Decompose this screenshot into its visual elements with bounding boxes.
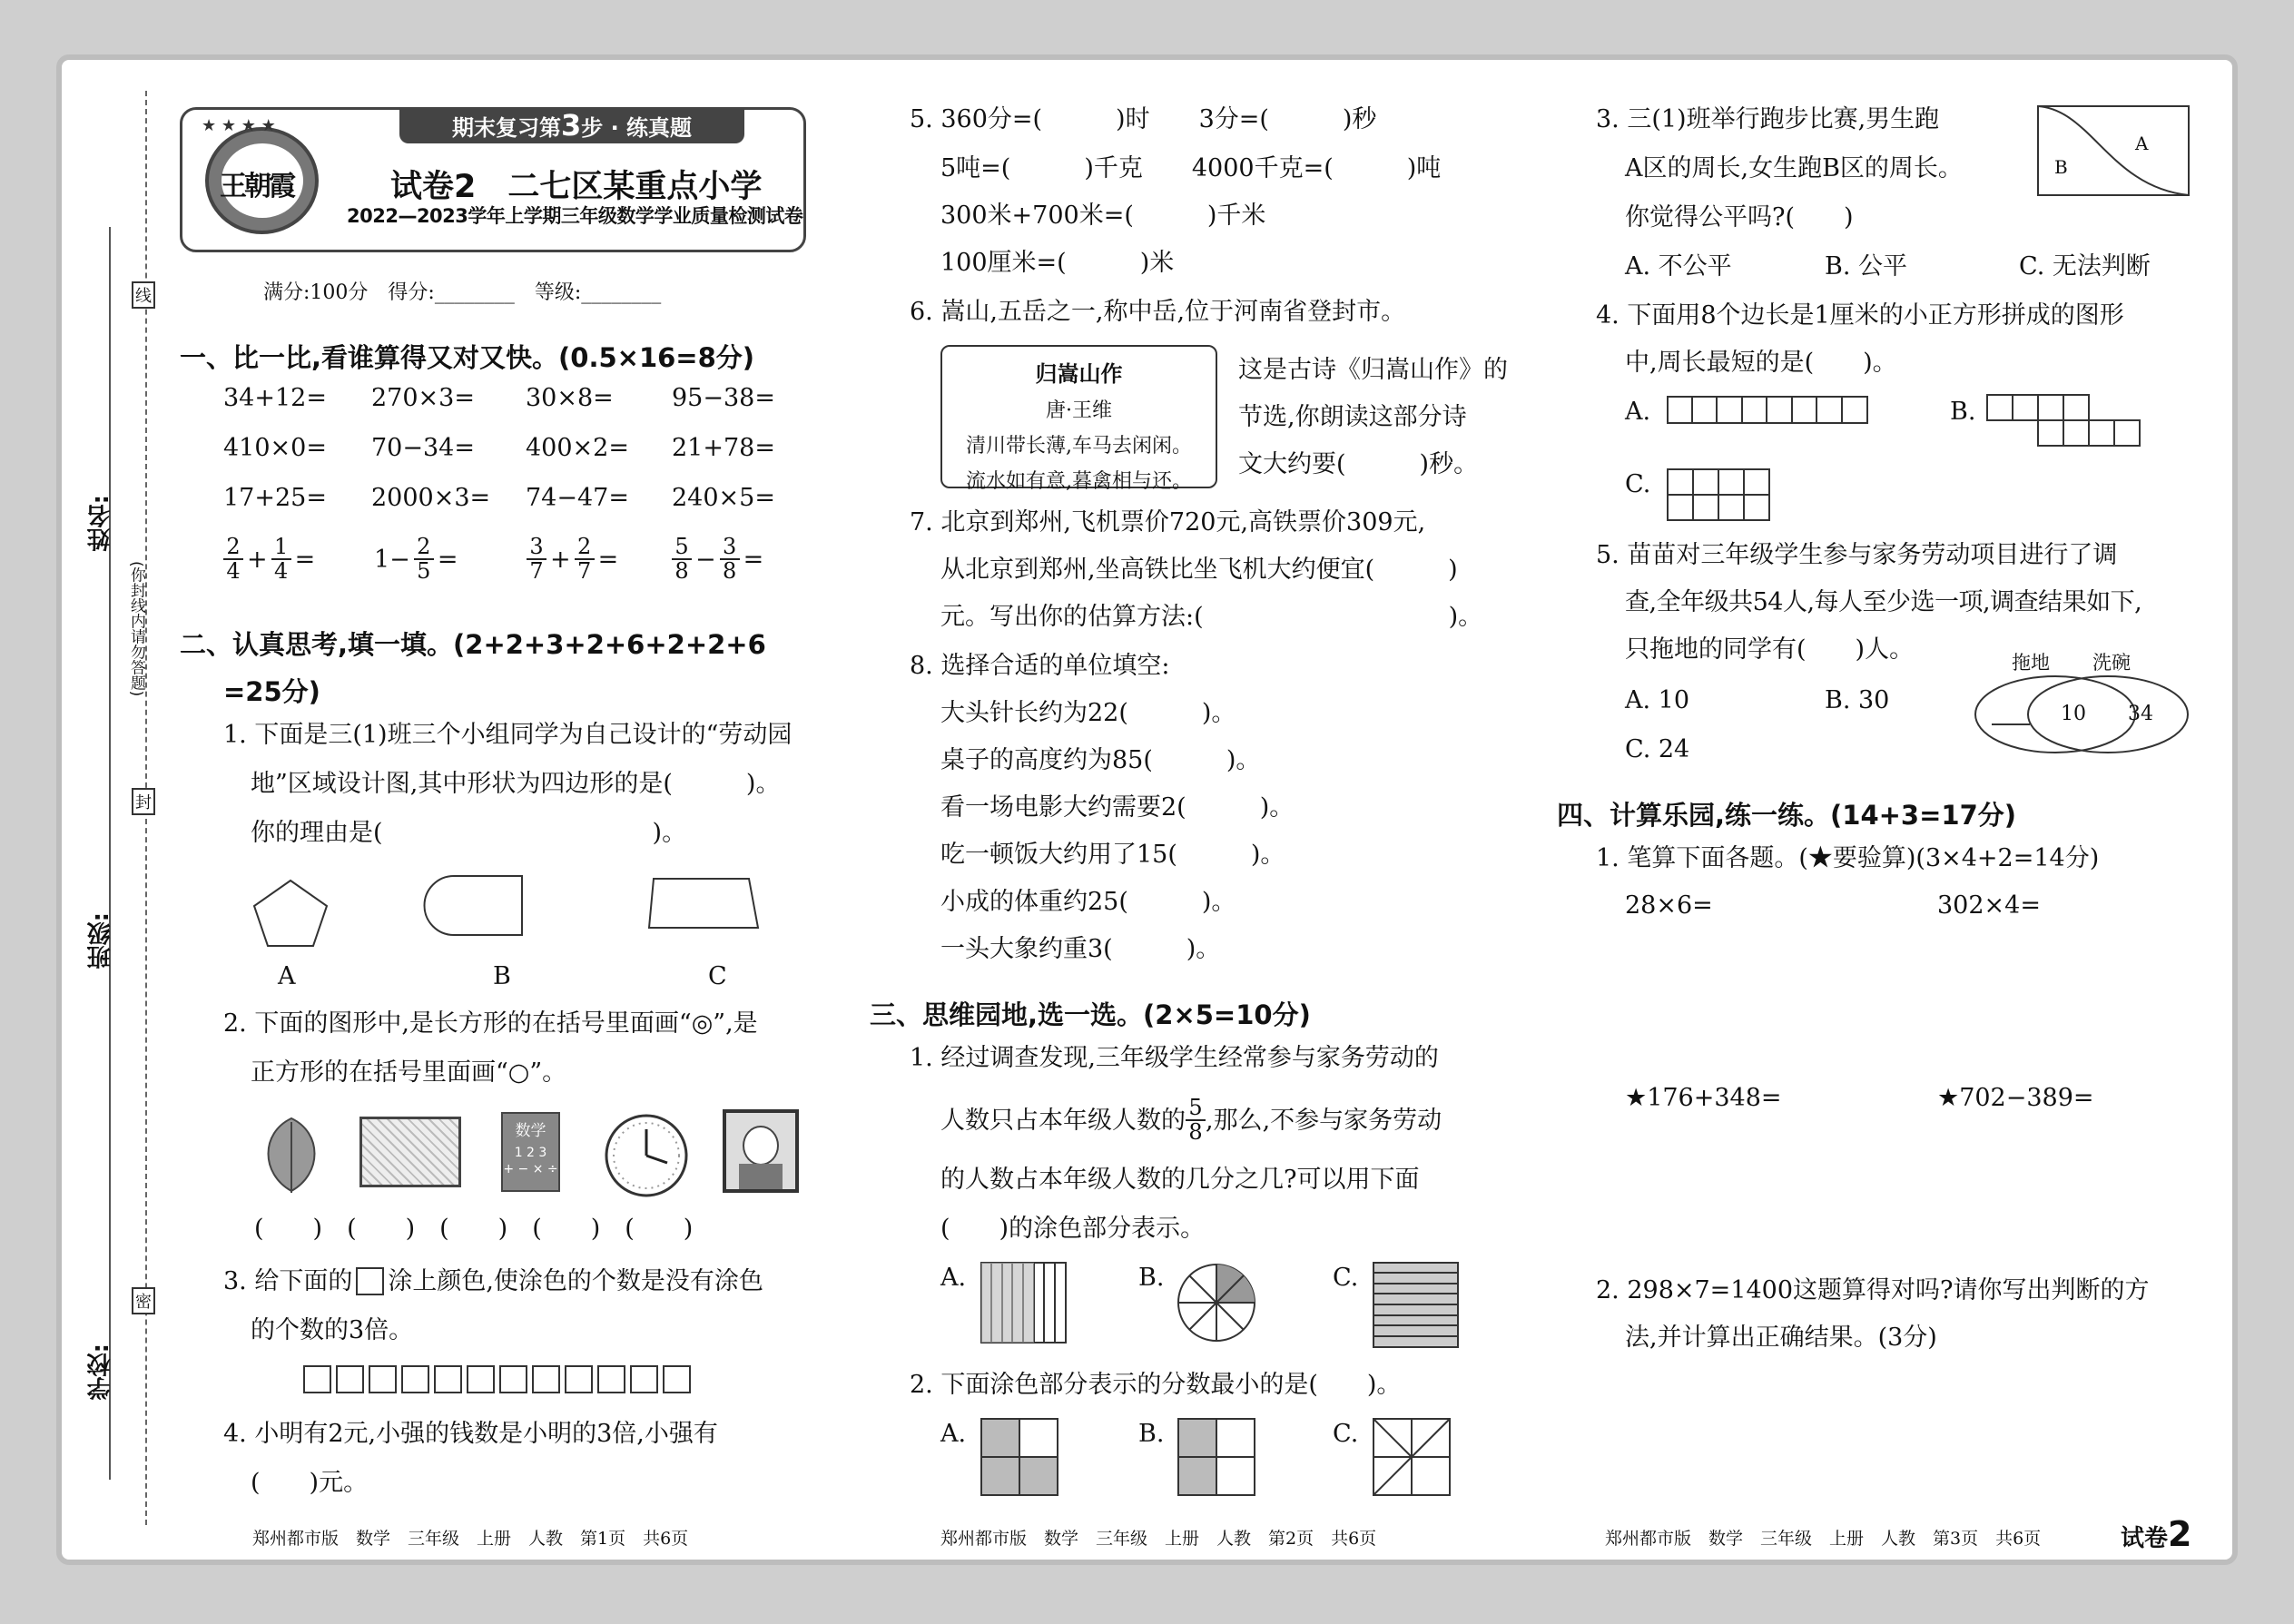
- logo-text: 王朝霞: [220, 171, 293, 202]
- c3-q4-opt-c: C.: [1625, 470, 1651, 498]
- q8-line6: 小成的体重约25( )。: [940, 888, 1236, 916]
- c3-q5-opt-b: B. 30: [1825, 686, 1890, 714]
- s4-q2-line1: 2. 298×7=1400这题算得对吗?请你写出判断的方: [1596, 1276, 2150, 1304]
- calc-28x6: 28×6=: [1625, 891, 1713, 920]
- section4-heading: 四、计算乐园,练一练。(14+3=17分): [1557, 800, 2017, 831]
- section2-heading: 二、认真思考,填一填。(2+2+3+2+6+2+2+6: [180, 629, 766, 660]
- square-box[interactable]: [663, 1365, 691, 1393]
- square-box[interactable]: [434, 1365, 462, 1393]
- q5-line2: 5吨=( )千克 4000千克=( )吨: [940, 154, 1442, 182]
- q8-line5: 吃一顿饭大约用了15( )。: [940, 841, 1285, 869]
- square-box[interactable]: [401, 1365, 429, 1393]
- q2-2-line1: 2. 下面的图形中,是长方形的在括号里面画“◎”,是: [223, 1009, 758, 1038]
- square-box[interactable]: [369, 1365, 397, 1393]
- school-label: 学校:: [87, 1343, 114, 1401]
- q7-line2: 从北京到郑州,坐高铁比坐飞机大约便宜( ): [940, 556, 1458, 584]
- section1-heading: 一、比一比,看谁算得又对又快。(0.5×16=8分): [180, 342, 755, 373]
- c3-q3-opt-a: A. 不公平: [1625, 252, 1732, 281]
- frac-expr-4: $\frac{5}{8}$ − $\frac{3}{8}$ =: [672, 536, 763, 583]
- math-book-picture: [501, 1112, 560, 1192]
- q2-2-line2: 正方形的在括号里面画“○”。: [251, 1058, 567, 1087]
- exam-tag: 试卷2: [2121, 1514, 2192, 1554]
- q8-line4: 看一场电影大约需要2( )。: [940, 793, 1295, 822]
- pie-b: [1176, 1262, 1257, 1343]
- s3-q1-line1: 1. 经过调查发现,三年级学生经常参与家务劳动的: [910, 1044, 1439, 1072]
- q7-line3: 元。写出你的估算方法:( )。: [940, 603, 1483, 631]
- square-box[interactable]: [630, 1365, 658, 1393]
- poem-line2: 流水如有意,暮禽相与还。: [966, 470, 1192, 493]
- calc-302x4: 302×4=: [1937, 891, 2041, 920]
- map-picture: [359, 1117, 461, 1187]
- c3-q4-opt-b: B.: [1950, 398, 1976, 426]
- square-box[interactable]: [532, 1365, 560, 1393]
- blank-square: [356, 1267, 384, 1295]
- q8-line7: 一头大象约重3( )。: [940, 935, 1221, 963]
- q8-line1: 8. 选择合适的单位填空:: [910, 652, 1170, 680]
- name-label: 姓名:: [87, 495, 114, 552]
- c3-q3-line2: A区的周长,女生跑B区的周长。: [1625, 154, 1963, 182]
- venn-right-label: 洗碗: [2092, 652, 2131, 674]
- q2-1-line1: 1. 下面是三(1)班三个小组同学为自己设计的“劳动园: [223, 721, 793, 749]
- shape-label-a: A: [278, 962, 296, 990]
- book-ops: + − × ÷: [503, 1162, 558, 1176]
- poem-title: 归嵩山作: [1035, 361, 1123, 387]
- square-box[interactable]: [336, 1365, 364, 1393]
- s3-opt-c: C.: [1333, 1264, 1359, 1292]
- q2-2-parens: ( ) ( ) ( ) ( ) ( ): [254, 1215, 694, 1243]
- q8-line3: 桌子的高度约为85( )。: [940, 746, 1261, 774]
- calc-702-389: ★702−389=: [1937, 1084, 2094, 1112]
- s3-q1-line4: ( )的涂色部分表示。: [940, 1215, 1206, 1243]
- q6-line2: 这是古诗《归嵩山作》的: [1238, 356, 1508, 384]
- frac-expr-2: 1− $\frac{2}{5}$ =: [374, 534, 458, 585]
- s3-q2-opt-b: B.: [1138, 1420, 1165, 1448]
- class-label: 班级:: [87, 912, 114, 969]
- squares-step-b: [1986, 394, 2142, 450]
- s3-q1-line3: 的人数占本年级人数的几分之几?可以用下面: [940, 1166, 1420, 1194]
- q5-line3: 300米+700米=( )千米: [940, 202, 1266, 230]
- square-box[interactable]: [499, 1365, 527, 1393]
- track-diagram: [2037, 105, 2190, 196]
- portrait-body: [739, 1164, 783, 1189]
- trapezoid-shape: [649, 879, 758, 928]
- squares-row-a: [1667, 396, 1868, 425]
- q2-4-line1: 4. 小明有2元,小强的钱数是小明的3倍,小强有: [223, 1420, 718, 1448]
- q8-line2: 大头针长约为22( )。: [940, 699, 1236, 727]
- q2-3-line2: 的个数的3倍。: [251, 1316, 414, 1344]
- track-label-b: B: [2054, 156, 2068, 178]
- q2-1-line3: 你的理由是( )。: [251, 819, 687, 847]
- lined-rect-c: [1373, 1262, 1459, 1348]
- c3-q5-line1: 5. 苗苗对三年级学生参与家务劳动项目进行了调: [1596, 541, 2118, 569]
- c3-q5-opt-c: C. 24: [1625, 735, 1690, 763]
- q2-4-line2: ( )元。: [251, 1469, 369, 1497]
- q6-line1: 6. 嵩山,五岳之一,称中岳,位于河南省登封市。: [910, 298, 1406, 326]
- frac-expr-1: $\frac{2}{4}$ + $\frac{1}{4}$ =: [223, 536, 315, 583]
- footer-page2: 郑州都市版 数学 三年级 上册 人教 第2页 共6页: [940, 1529, 1377, 1549]
- semicircle-shape: [425, 876, 523, 935]
- shapes-abc: [245, 871, 772, 953]
- q5-line4: 100厘米=( )米: [940, 249, 1175, 277]
- shape-label-b: B: [493, 962, 511, 990]
- c3-q4-opt-a: A.: [1625, 398, 1651, 426]
- c3-q5-line3: 只拖地的同学有( )人。: [1625, 635, 1915, 664]
- fraction-5-8: $\frac{5}{8}$: [1186, 1097, 1206, 1144]
- exam-page: 线 封 密 (你封线内请勿答题) 姓名: 班级: 学校: 王朝霞 ★ ★ ★ ★ 期末复习第3步 · 练真题 试卷2 二七区某重点小学 2022—2023学年上学期三年级数学学业质量检测试卷 满分:100分 得分:________ 等级:________ 一、比一比,看谁算得又对又快。(0.5×16=8分) 34+12= 270×3= 30×8= 95−38= 410×0= 70−34= 400×2= 21+78= 17+25= 2000×3= 74−47= 240×5= $\frac{2}{4}$ + $\frac{1}{4}$ = 1− $\frac{2}{5}$ = $\frac{3}{7}$ + $\frac{2}{7}$ = $\frac{5}{8}$ − $\frac{3}{8}$ = 二、认真思考,填一填。(2+2+3+2+6+2+2+6 =25分) 1. 下面是三(1)班三个小组同学为自己设计的“劳动园 地”区域设计图,其中形状为四边形的是( )。 你的理由是( )。 A B C 2. 下面的图形中,是长方形的在括号里面画“◎”,是 正方形的在括号里面画“○”。 数学 1 2 3 + − × ÷ ( ) ( ) ( ) ( ) ( ) 3. 给下面的 涂上颜色,使涂色的个数是没有涂色 的个数的3倍。 4. 小明有2元,小强的钱数是小明的3倍,小强有 ( )元。 郑州都市版 数学 三年级 上册 人教 第1页 共6页 5. 360分=( )时 3分=( )秒 5吨=( )千克 4000千克=( )吨 300米+700米=( )千米 100厘米=( )米 6. 嵩山,五岳之一,称中岳,位于河南省登封市。 归嵩山作 唐·王维 清川带长薄,车马去闲闲。 流水如有意,暮禽相与还。 这是古诗《归嵩山作》的 节选,你朗读这部分诗 文大约要( )秒。 7. 北京到郑州,飞机票价720元,高铁票价309元, 从北京到郑州,坐高铁比坐飞机大约便宜( ) 元。写出你的估算方法:( )。 8. 选择合适的单位填空: 大头针长约为22( )。 桌子的高度约为85( )。 看一场电影大约需要2( )。 吃一顿饭大约用了15( )。 小成的体重约25( )。 一头大象约重3( )。 三、思维园地,选一选。(2×5=10分) 1. 经过调查发现,三年级学生经常参与家务劳动的 人数只占本年级人数的 $\frac{5}{8}$ ,那么,不参与家务劳动 的人数占本年级人数的几分之几?可以用下面 ( )的涂色部分表示。 A. B. C. 2. 下面涂色部分表示的分数最小的是( )。 A. B. C. 郑州都市版 数学 三年级 上册 人教 第2页 共6页 3. 三(1)班举行跑步比赛,男生跑 A区的周长,女生跑B区的周长。 你觉得公平吗?( ) A B A. 不公平 B. 公平 C. 无法判断 4. 下面用8个边长是1厘米的小正方形拼成的图形 中,周长最短的是( )。 A. B. C. 5. 苗苗对三年级学生参与家务劳动项目进行了调 查,全年级共54人,每人至少选一项,调查结果如下, 只拖地的同学有( )人。 A. 10 B. 30 C. 24 拖地 洗碗 10 34 四、计算乐园,练一练。(14+3=17分) 1. 笔算下面各题。(★要验算)(3×4+2=14分) 28×6= 302×4= ★176+348= ★702−389= 2. 298×7=1400这题算得对吗?请你写出判断的方 法,并计算出正确结果。(3分) 郑州都市版 数学 三年级 上册 人教 第3页 共6页 试卷2: [0, 0, 2294, 1624]
- q5-line1: 5. 360分=( )时 3分=( )秒: [910, 105, 1377, 133]
- grid-square-c: [1373, 1418, 1451, 1496]
- section3-heading: 三、思维园地,选一选。(2×5=10分): [870, 999, 1311, 1030]
- s3-q2-opt-c: C.: [1333, 1420, 1359, 1448]
- footer-page1: 郑州都市版 数学 三年级 上册 人教 第1页 共6页: [252, 1529, 689, 1549]
- c3-q3-line1: 3. 三(1)班举行跑步比赛,男生跑: [1596, 105, 1940, 133]
- c3-q4-line1: 4. 下面用8个边长是1厘米的小正方形拼成的图形: [1596, 301, 2124, 330]
- portrait-face: [743, 1126, 779, 1166]
- c3-q5-line2: 查,全年级共54人,每人至少选一项,调查结果如下,: [1625, 588, 2142, 616]
- s3-opt-a: A.: [940, 1264, 967, 1292]
- clock-picture: [604, 1113, 689, 1198]
- logo-badge: [194, 116, 330, 243]
- venn-left-label: 拖地: [2012, 652, 2050, 674]
- section2-heading-cont: =25分): [223, 676, 320, 707]
- grid-square-b: [1177, 1418, 1255, 1496]
- c3-q3-opt-c: C. 无法判断: [2019, 252, 2151, 281]
- square-box[interactable]: [565, 1365, 593, 1393]
- q6-line3: 节选,你朗读这部分诗: [1238, 403, 1467, 431]
- square-box[interactable]: [597, 1365, 625, 1393]
- calc-176-348: ★176+348=: [1625, 1084, 1782, 1112]
- portrait-picture: [723, 1109, 799, 1193]
- s3-q2-line: 2. 下面涂色部分表示的分数最小的是( )。: [910, 1371, 1402, 1399]
- s4-q1-line: 1. 笔算下面各题。(★要验算)(3×4+2=14分): [1596, 844, 2100, 872]
- s4-q2-line2: 法,并计算出正确结果。(3分): [1625, 1324, 1937, 1352]
- secret-mark: 密: [132, 1287, 155, 1314]
- track-label-a: A: [2135, 133, 2149, 154]
- squares-grid-c: [1667, 468, 1770, 521]
- poem-line1: 清川带长薄,车马去闲闲。: [966, 435, 1192, 458]
- banner: 期末复习第3步 · 练真题: [399, 107, 744, 143]
- c3-q3-line3: 你觉得公平吗?( ): [1625, 203, 1854, 231]
- leaf-picture: [259, 1115, 324, 1195]
- shape-label-c: C: [708, 962, 727, 990]
- s3-q2-opt-a: A.: [940, 1420, 967, 1448]
- exam-title: 试卷2 二七区某重点小学: [390, 169, 763, 205]
- venn-mid-value: 10: [2061, 703, 2086, 725]
- c3-q5-opt-a: A. 10: [1625, 686, 1690, 714]
- s3-q1-line2: 人数只占本年级人数的 $\frac{5}{8}$ ,那么,不参与家务劳动: [940, 1095, 1442, 1146]
- s3-opt-b: B.: [1138, 1264, 1165, 1292]
- c3-q3-opt-b: B. 公平: [1825, 252, 1908, 281]
- poem-author: 唐·王维: [1046, 399, 1112, 422]
- venn-right-value: 34: [2128, 703, 2153, 725]
- book-digits: 1 2 3: [514, 1146, 547, 1160]
- c3-q4-line2: 中,周长最短的是( )。: [1625, 349, 1897, 377]
- poem-box: [940, 345, 1217, 493]
- footer-page3: 郑州都市版 数学 三年级 上册 人教 第3页 共6页: [1605, 1529, 2042, 1549]
- pentagon-shape: [254, 881, 327, 946]
- exam-subtitle: 2022—2023学年上学期三年级数学学业质量检测试卷: [347, 205, 803, 227]
- q2-1-line2: 地”区域设计图,其中形状为四边形的是( )。: [251, 770, 781, 798]
- no-answer-note: (你封线内请勿答题): [127, 561, 145, 697]
- striped-rect-a: [980, 1262, 1067, 1343]
- square-box[interactable]: [467, 1365, 495, 1393]
- grid-square-a: [980, 1418, 1058, 1496]
- frac-expr-3: $\frac{3}{7}$ + $\frac{2}{7}$ =: [527, 536, 618, 583]
- q7-line1: 7. 北京到郑州,飞机票价720元,高铁票价309元,: [910, 508, 1426, 536]
- color-boxes: [303, 1365, 695, 1393]
- logo-stars: ★ ★ ★ ★: [202, 116, 276, 135]
- score-line: 满分:100分 得分:________ 等级:________: [263, 281, 662, 304]
- q6-line4: 文大约要( )秒。: [1238, 450, 1479, 478]
- binding-solid-line: [109, 227, 111, 1480]
- seal-mark: 封: [132, 788, 155, 815]
- book-title: 数学: [515, 1122, 546, 1140]
- line-mark: 线: [132, 281, 155, 309]
- square-box[interactable]: [303, 1365, 331, 1393]
- q2-3-line1: 3. 给下面的 涂上颜色,使涂色的个数是没有涂色: [223, 1267, 763, 1295]
